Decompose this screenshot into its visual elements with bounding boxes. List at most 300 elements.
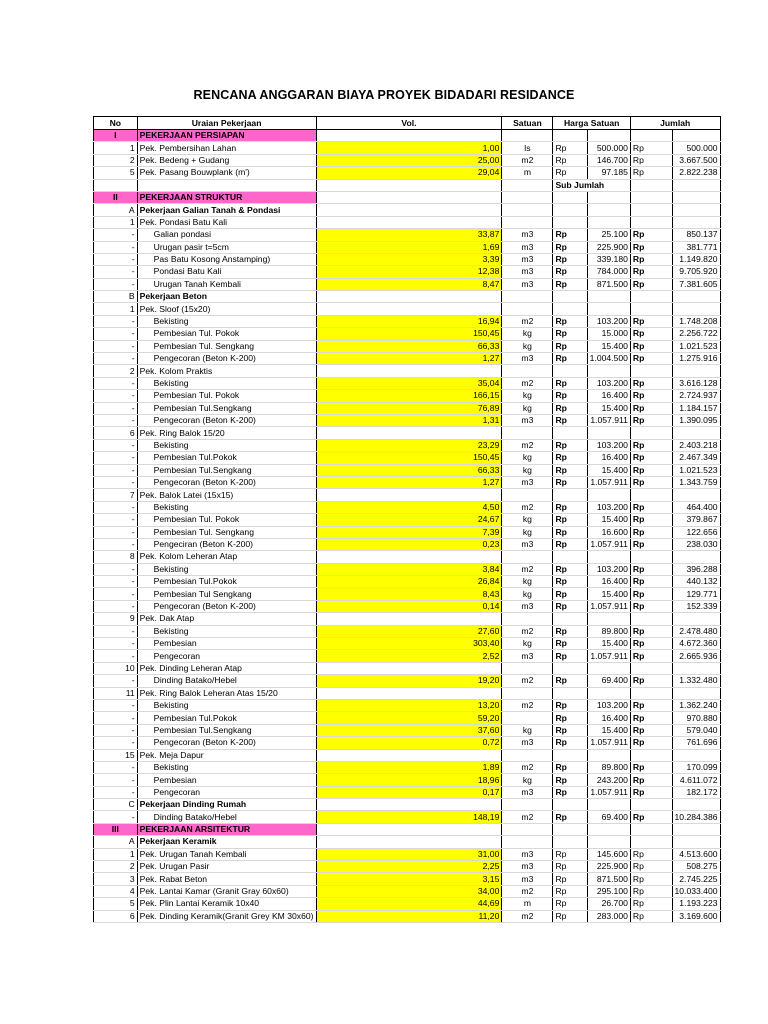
row-description: Pembesian Tul. Pokok [137,328,316,340]
empty-cell [502,662,553,674]
volume-cell: 31,00 [316,848,502,860]
currency-label: Rp [553,167,587,179]
row-number: - [94,526,138,538]
total-cell: 1.332.480 [672,675,720,687]
currency-label: Rp [553,761,587,773]
empty-cell [502,799,553,811]
empty-cell [316,823,502,835]
empty-cell [502,204,553,216]
unit-cell: m [502,167,553,179]
currency-label: Rp [553,229,587,241]
row-description: Pas Batu Kosong Anstamping) [137,253,316,265]
empty-cell [316,489,502,501]
empty-cell [587,191,630,203]
unit-price-cell: 15.400 [587,514,630,526]
empty-cell [630,179,672,191]
row-description: Pembesian Tul.Sengkang [137,402,316,414]
currency-label: Rp [553,898,587,910]
row-description: Pembesian [137,774,316,786]
table-row [94,588,768,600]
total-cell: 2.822.238 [672,167,720,179]
volume-cell: 26,84 [316,576,502,588]
row-description: Pembesian Tul.Sengkang [137,724,316,736]
row-number: 5 [94,898,138,910]
item-heading-row [94,551,768,563]
currency-label: Rp [553,414,587,426]
currency-label: Rp [553,526,587,538]
row-description: Pembesian Tul.Pokok [137,712,316,724]
unit-cell: kg [502,452,553,464]
currency-label: Rp [553,253,587,265]
currency-label: Rp [630,266,672,278]
header-vol: Vol. [316,117,502,130]
empty-cell [553,489,587,501]
currency-label: Rp [630,241,672,253]
currency-label: Rp [630,464,672,476]
unit-price-cell: 1.057.911 [587,476,630,488]
volume-cell: 0,14 [316,600,502,612]
unit-cell: m2 [502,501,553,513]
currency-label: Rp [553,600,587,612]
row-description: Pek. Dak Atap [137,613,316,625]
empty-cell [502,613,553,625]
total-cell: 2.745.225 [672,873,720,885]
volume-cell: 33,87 [316,229,502,241]
row-number: - [94,439,138,451]
row-description: Pek. Kolom Leheran Atap [137,551,316,563]
empty-cell [502,836,553,848]
empty-cell [553,191,587,203]
empty-cell [316,204,502,216]
empty-cell [672,427,720,439]
empty-cell [553,303,587,315]
unit-price-cell: 146.700 [587,154,630,166]
unit-cell: kg [502,526,553,538]
unit-price-cell: 784.000 [587,266,630,278]
unit-cell: m3 [502,737,553,749]
empty-cell [672,130,720,142]
row-number: - [94,229,138,241]
currency-label: Rp [553,315,587,327]
unit-price-cell: 103.200 [587,377,630,389]
volume-cell: 76,89 [316,402,502,414]
row-number: - [94,699,138,711]
currency-label: Rp [630,353,672,365]
currency-label: Rp [553,538,587,550]
row-description: Bekisting [137,439,316,451]
currency-label: Rp [630,229,672,241]
unit-price-cell: 16.400 [587,576,630,588]
total-cell: 1.748.208 [672,315,720,327]
item-heading-row [94,687,768,699]
empty-cell [316,613,502,625]
volume-cell: 25,00 [316,154,502,166]
row-description: Pek. Plin Lantai Keramik 10x40 [137,898,316,910]
empty-cell [672,749,720,761]
table-row [94,538,768,550]
row-number: - [94,414,138,426]
unit-cell: m3 [502,650,553,662]
row-description: Pekerjaan Dinding Rumah [137,799,316,811]
section-title: PEKERJAAN ARSITEKTUR [137,823,316,835]
volume-cell: 8,47 [316,278,502,290]
group-row [94,204,768,216]
unit-cell: kg [502,390,553,402]
unit-cell: m2 [502,910,553,922]
row-number: B [94,291,138,303]
empty-cell [316,551,502,563]
empty-cell [587,836,630,848]
currency-label: Rp [553,650,587,662]
section-number: I [94,130,138,142]
empty-cell [587,303,630,315]
row-description: Pek. Rabat Beton [137,873,316,885]
currency-label: Rp [553,675,587,687]
unit-price-cell: 500.000 [587,142,630,154]
subtotal-row [94,179,768,191]
row-number: 2 [94,861,138,873]
row-number: - [94,538,138,550]
total-cell: 3.667.500 [672,154,720,166]
currency-label: Rp [630,328,672,340]
currency-label: Rp [630,142,672,154]
row-description: Pek. Lantai Kamar (Granit Gray 60x60) [137,885,316,897]
total-cell: 2.256.722 [672,328,720,340]
table-row [94,328,768,340]
total-cell: 1.184.157 [672,402,720,414]
row-description: Pengecoran [137,786,316,798]
row-number: 15 [94,749,138,761]
row-description: Pek. Urugan Tanah Kembali [137,848,316,860]
empty-cell [587,799,630,811]
unit-price-cell: 16.400 [587,390,630,402]
empty-cell [630,799,672,811]
unit-price-cell: 16.400 [587,712,630,724]
unit-cell: m [502,898,553,910]
empty-cell [672,687,720,699]
unit-cell: kg [502,328,553,340]
empty-cell [630,551,672,563]
empty-cell [672,303,720,315]
empty-cell [587,204,630,216]
empty-cell [672,191,720,203]
empty-cell [630,662,672,674]
empty-cell [630,216,672,228]
unit-cell: m2 [502,811,553,823]
table-row [94,464,768,476]
unit-cell: ls [502,142,553,154]
row-number: - [94,675,138,687]
table-row [94,861,768,873]
currency-label: Rp [553,699,587,711]
row-description: Pek. Pasang Bouwplank (m') [137,167,316,179]
empty-cell [316,427,502,439]
unit-cell: m2 [502,699,553,711]
empty-cell [316,687,502,699]
volume-cell: 23,29 [316,439,502,451]
currency-label: Rp [630,278,672,290]
row-number: 9 [94,613,138,625]
unit-cell: kg [502,464,553,476]
total-cell: 1.149.820 [672,253,720,265]
unit-cell: kg [502,588,553,600]
total-cell: 500.000 [672,142,720,154]
unit-cell: m3 [502,786,553,798]
row-number: - [94,786,138,798]
total-cell: 1.021.523 [672,464,720,476]
empty-cell [553,204,587,216]
empty-cell [587,216,630,228]
currency-label: Rp [553,885,587,897]
row-number: - [94,501,138,513]
currency-label: Rp [553,811,587,823]
unit-cell: kg [502,340,553,352]
unit-price-cell: 103.200 [587,501,630,513]
currency-label: Rp [630,377,672,389]
unit-price-cell: 1.004.500 [587,353,630,365]
unit-cell: m2 [502,625,553,637]
unit-price-cell: 1.057.911 [587,737,630,749]
empty-cell [672,836,720,848]
row-number: - [94,724,138,736]
row-description: Pengecoran (Beton K-200) [137,353,316,365]
unit-price-cell: 16.400 [587,452,630,464]
empty-cell [587,365,630,377]
row-description: Bekisting [137,699,316,711]
row-description: Pondasi Batu Kali [137,266,316,278]
total-cell: 9.705.920 [672,266,720,278]
currency-label: Rp [553,774,587,786]
table-row [94,439,768,451]
empty-cell [502,551,553,563]
empty-cell [672,613,720,625]
header-harga: Harga Satuan [553,117,630,130]
unit-price-cell: 1.057.911 [587,650,630,662]
total-cell: 2.665.936 [672,650,720,662]
empty-cell [587,427,630,439]
unit-price-cell: 243.200 [587,774,630,786]
unit-cell: m3 [502,241,553,253]
currency-label: Rp [553,501,587,513]
row-number: 10 [94,662,138,674]
table-row [94,501,768,513]
empty-cell [553,291,587,303]
currency-label: Rp [553,712,587,724]
row-number: - [94,328,138,340]
currency-label: Rp [630,774,672,786]
volume-cell: 148,19 [316,811,502,823]
currency-label: Rp [553,786,587,798]
unit-cell: m2 [502,675,553,687]
total-cell: 10.033.400 [672,885,720,897]
total-cell: 3.169.600 [672,910,720,922]
empty-cell [94,179,138,191]
empty-cell [630,191,672,203]
row-number: - [94,576,138,588]
table-row [94,737,768,749]
currency-label: Rp [630,848,672,860]
section-number: II [94,191,138,203]
unit-cell: kg [502,638,553,650]
unit-cell: m3 [502,873,553,885]
total-cell: 379.867 [672,514,720,526]
currency-label: Rp [553,563,587,575]
table-row [94,414,768,426]
total-cell: 1.362.240 [672,699,720,711]
item-heading-row [94,365,768,377]
unit-cell: kg [502,774,553,786]
header-no: No [94,117,138,130]
empty-cell [672,291,720,303]
currency-label: Rp [630,390,672,402]
unit-cell: m2 [502,315,553,327]
empty-cell [502,130,553,142]
table-row [94,390,768,402]
total-cell: 7.381.605 [672,278,720,290]
empty-cell [502,489,553,501]
total-cell: 1.021.523 [672,340,720,352]
currency-label: Rp [630,167,672,179]
row-description: Pek. Ring Balok 15/20 [137,427,316,439]
total-cell: 2.467.349 [672,452,720,464]
empty-cell [630,613,672,625]
row-description: Pengeciran (Beton K-200) [137,538,316,550]
unit-price-cell: 15.400 [587,638,630,650]
volume-cell: 3,15 [316,873,502,885]
row-description: Bekisting [137,625,316,637]
empty-cell [553,216,587,228]
empty-cell [502,749,553,761]
row-description: Pembesian Tul. Pokok [137,390,316,402]
row-description: Pengecoran (Beton K-200) [137,737,316,749]
volume-cell: 13,20 [316,699,502,711]
row-number: - [94,253,138,265]
unit-price-cell: 26.700 [587,898,630,910]
empty-cell [630,687,672,699]
table-row [94,377,768,389]
row-number: - [94,241,138,253]
item-heading-row [94,216,768,228]
unit-price-cell: 15.400 [587,588,630,600]
volume-cell: 1,31 [316,414,502,426]
section-title: PEKERJAAN STRUKTUR [137,191,316,203]
row-description: Pek. Sloof (15x20) [137,303,316,315]
row-number: - [94,340,138,352]
header-satuan: Satuan [502,117,553,130]
currency-label: Rp [553,328,587,340]
empty-cell [587,662,630,674]
row-description: Bekisting [137,761,316,773]
row-number: - [94,452,138,464]
unit-cell: m3 [502,414,553,426]
row-description: Pekerjaan Keramik [137,836,316,848]
empty-cell [502,291,553,303]
volume-cell: 2,25 [316,861,502,873]
row-number: - [94,514,138,526]
currency-label: Rp [553,476,587,488]
table-row [94,526,768,538]
row-description: Urugan Tanah Kembali [137,278,316,290]
table-row [94,910,768,922]
row-description: Pek. Balok Latei (15x15) [137,489,316,501]
table-row [94,724,768,736]
table-row [94,353,768,365]
row-description: Urugan pasir t=5cm [137,241,316,253]
table-row [94,848,768,860]
currency-label: Rp [630,514,672,526]
volume-cell: 3,84 [316,563,502,575]
volume-cell: 7,39 [316,526,502,538]
currency-label: Rp [630,699,672,711]
total-cell: 182.172 [672,786,720,798]
total-cell: 464.400 [672,501,720,513]
unit-cell: m2 [502,761,553,773]
total-cell: 4.672.360 [672,638,720,650]
empty-cell [316,749,502,761]
volume-cell: 0,23 [316,538,502,550]
empty-cell [316,216,502,228]
empty-cell [553,662,587,674]
total-cell: 970.880 [672,712,720,724]
row-number: - [94,650,138,662]
row-description: Galian pondasi [137,229,316,241]
row-description: Pembesian Tul. Pokok [137,514,316,526]
total-cell: 10.284.386 [672,811,720,823]
unit-price-cell: 145.600 [587,848,630,860]
total-cell: 761.696 [672,737,720,749]
empty-cell [672,489,720,501]
volume-cell: 66,33 [316,464,502,476]
row-description: Pengecoran (Beton K-200) [137,600,316,612]
empty-cell [672,216,720,228]
unit-cell: m3 [502,861,553,873]
currency-label: Rp [553,390,587,402]
total-cell: 129.771 [672,588,720,600]
unit-price-cell: 97.185 [587,167,630,179]
empty-cell [316,291,502,303]
total-cell: 1.343.759 [672,476,720,488]
unit-price-cell: 103.200 [587,699,630,711]
empty-cell [630,836,672,848]
unit-price-cell: 871.500 [587,278,630,290]
currency-label: Rp [553,737,587,749]
volume-cell: 3,39 [316,253,502,265]
unit-cell: m2 [502,154,553,166]
currency-label: Rp [553,340,587,352]
empty-cell [672,662,720,674]
row-description: Pek. Dinding Keramik(Granit Grey KM 30x60) [137,910,316,922]
unit-price-cell: 1.057.911 [587,786,630,798]
unit-price-cell: 15.400 [587,402,630,414]
table-row [94,774,768,786]
row-description: Pembesian Tul.Pokok [137,576,316,588]
currency-label: Rp [630,340,672,352]
row-description: Pengecoran (Beton K-200) [137,414,316,426]
currency-label: Rp [553,638,587,650]
empty-cell [553,749,587,761]
unit-price-cell: 1.057.911 [587,414,630,426]
empty-cell [630,823,672,835]
table-row [94,154,768,166]
table-row [94,712,768,724]
unit-cell: kg [502,576,553,588]
empty-cell [502,687,553,699]
total-cell: 381.771 [672,241,720,253]
volume-cell: 4,50 [316,501,502,513]
currency-label: Rp [630,712,672,724]
row-number: - [94,563,138,575]
empty-cell [553,365,587,377]
